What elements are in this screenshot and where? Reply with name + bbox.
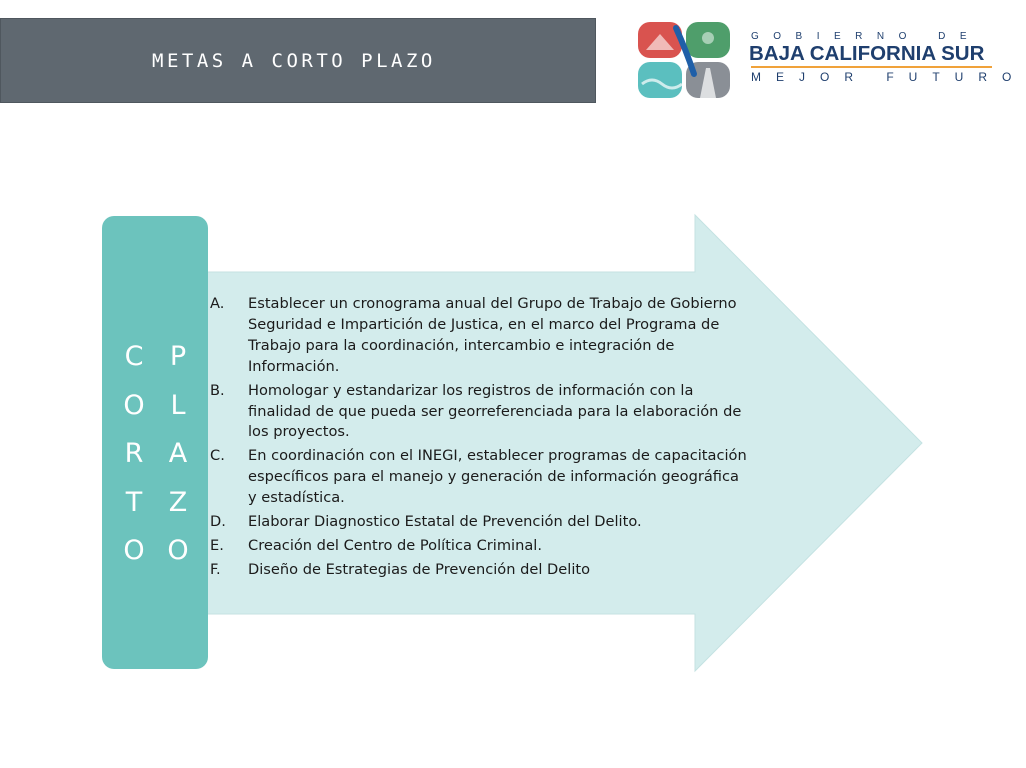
item-marker: A.	[210, 295, 225, 312]
item-text: Elaborar Diagnostico Estatal de Prevención del Delito.	[248, 513, 642, 531]
item-text: En coordinación con el INEGI, establecer programas de capacitación específicos para el manejo y generación de información geográfica y estadística.	[248, 447, 747, 507]
item-marker: E.	[210, 536, 224, 554]
logo-divider	[751, 66, 992, 68]
item-text: Establecer un cronograma anual del Grupo de Trabajo de Gobierno Seguridad e Impartición de Justica, en el marco del Programa de Trabajo para la coordinación, intercambio e integración de Información.	[248, 295, 737, 375]
item-text: Diseño de Estrategias de Prevención del Delito	[248, 560, 591, 578]
corto-letter: T	[125, 486, 143, 518]
corto-letter: O	[123, 535, 145, 566]
corto-letter: R	[124, 438, 144, 469]
corto-letter: C	[124, 341, 144, 372]
item-marker: F.	[210, 560, 221, 578]
plazo-vertical-label	[158, 333, 198, 576]
government-logo-icon	[636, 20, 732, 100]
list-item	[210, 560, 750, 581]
item-text: Creación del Centro de Política Criminal.	[248, 536, 542, 554]
item-marker: B.	[210, 381, 225, 399]
logo-state-name: BAJA CALIFORNIA SUR	[749, 42, 985, 65]
item-text: Homologar y estandarizar los registros de información con la finalidad de que pueda ser georreferenciada para la elaboración de los proyectos.	[248, 381, 742, 441]
list-item	[210, 512, 750, 533]
list-item	[210, 446, 750, 509]
list-item	[210, 381, 750, 444]
corto-vertical-label	[114, 333, 154, 576]
logo-slogan: MEJOR FUTURO	[751, 70, 1026, 84]
item-marker: D.	[210, 513, 226, 531]
goals-list	[210, 294, 750, 584]
plazo-letter: L	[170, 389, 186, 421]
page-title: METAS A CORTO PLAZO	[152, 50, 436, 72]
logo-gobierno-text: GOBIERNO DE	[751, 31, 982, 42]
plazo-letter: Z	[168, 486, 188, 518]
corto-letter: O	[123, 389, 145, 421]
list-item	[210, 294, 750, 378]
list-item	[210, 536, 750, 557]
plazo-letter: P	[169, 341, 187, 372]
plazo-letter: A	[168, 438, 188, 469]
plazo-letter: O	[167, 535, 189, 566]
item-marker: C.	[210, 447, 225, 465]
